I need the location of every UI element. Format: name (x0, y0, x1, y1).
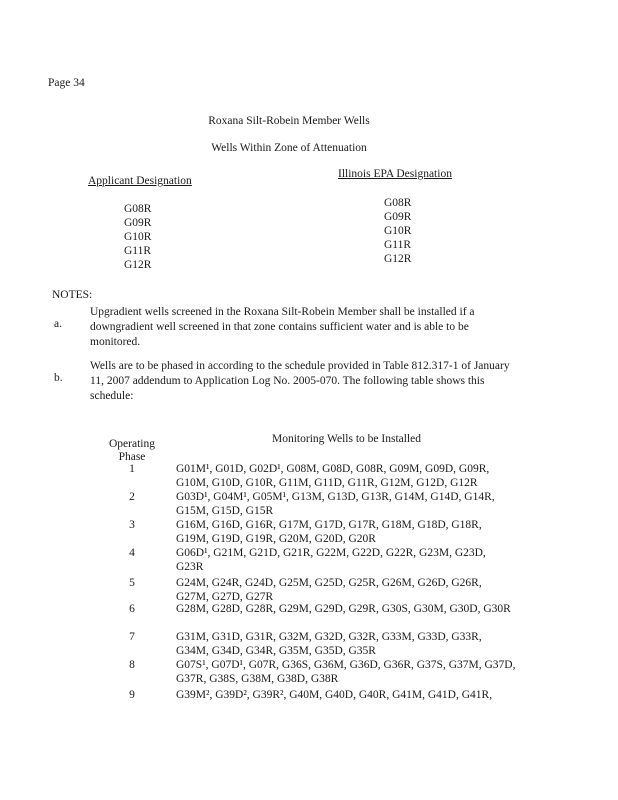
section-title: Roxana Silt-Robein Member Wells (208, 115, 370, 127)
phase-number: 1 (129, 463, 135, 475)
phase-wells: G39M², G39D², G39R², G40M, G40D, G40R, G41M, G41D, G41R, (176, 689, 493, 701)
section-subtitle: Wells Within Zone of Attenuation (211, 142, 367, 154)
phase-wells: G28M, G28D, G28R, G29M, G29D, G29R, G30S, G30M, G30D, G30R (176, 603, 511, 615)
applicant-designation-item: G12R (124, 259, 152, 271)
applicant-designation-item: G11R (124, 245, 152, 257)
epa-designation-item: G09R (384, 211, 412, 223)
phase-number: 3 (129, 519, 135, 531)
epa-designation-header: Illinois EPA Designation (338, 168, 452, 180)
monitoring-wells-header: Monitoring Wells to be Installed (272, 433, 421, 445)
phase-number: 6 (129, 603, 135, 615)
phase-wells: G16M, G16D, G16R, G17M, G17D, G17R, G18M, G18D, G18R, G19M, G19D, G19R, G20M, G20D, G20R (176, 519, 482, 545)
notes-heading: NOTES: (52, 289, 93, 301)
phase-number: 7 (129, 631, 135, 643)
operating-phase-header: Operating Phase (109, 438, 155, 463)
phase-number: 2 (129, 491, 135, 503)
phase-wells: G03D¹, G04M¹, G05M¹, G13M, G13D, G13R, G14M, G14D, G14R, G15M, G15D, G15R (176, 491, 495, 517)
phase-number: 5 (129, 577, 135, 589)
applicant-designation-item: G08R (124, 203, 152, 215)
phase-wells: G01M¹, G01D, G02D¹, G08M, G08D, G08R, G09M, G09D, G09R, G10M, G10D, G10R, G11M, G11D, G11R, G12M, G12D, G12R (176, 463, 490, 489)
applicant-designation-item: G10R (124, 231, 152, 243)
epa-designation-item: G12R (384, 253, 412, 265)
note-b-label: b. (54, 372, 63, 384)
phase-wells: G24M, G24R, G24D, G25M, G25D, G25R, G26M, G26D, G26R, G27M, G27D, G27R (176, 577, 482, 603)
phase-wells: G07S¹, G07D¹, G07R, G36S, G36M, G36D, G36R, G37S, G37M, G37D, G37R, G38S, G38M, G38D, G38R (176, 659, 516, 685)
note-b-text: Wells are to be phased in according to the schedule provided in Table 812.317-1 of January 11, 2007 addendum to Application Log No. 2005-070. The following table shows this schedule: (90, 360, 510, 402)
epa-designation-item: G10R (384, 225, 412, 237)
phase-number: 4 (129, 547, 135, 559)
phase-number: 8 (129, 659, 135, 671)
phase-wells: G06D¹, G21M, G21D, G21R, G22M, G22D, G22R, G23M, G23D, G23R (176, 547, 486, 573)
applicant-designation-header: Applicant Designation (88, 175, 192, 187)
note-a-label: a. (54, 318, 62, 330)
phase-wells: G31M, G31D, G31R, G32M, G32D, G32R, G33M, G33D, G33R, G34M, G34D, G34R, G35M, G35D, G35R (176, 631, 482, 657)
epa-designation-item: G11R (384, 239, 412, 251)
applicant-designation-item: G09R (124, 217, 152, 229)
note-a-text: Upgradient wells screened in the Roxana Silt-Robein Member shall be installed if a downgradient well screened in that zone contains sufficient water and is able to be monitored. (90, 306, 475, 348)
page-label: Page 34 (48, 77, 85, 89)
phase-number: 9 (129, 689, 135, 701)
epa-designation-item: G08R (384, 197, 412, 209)
